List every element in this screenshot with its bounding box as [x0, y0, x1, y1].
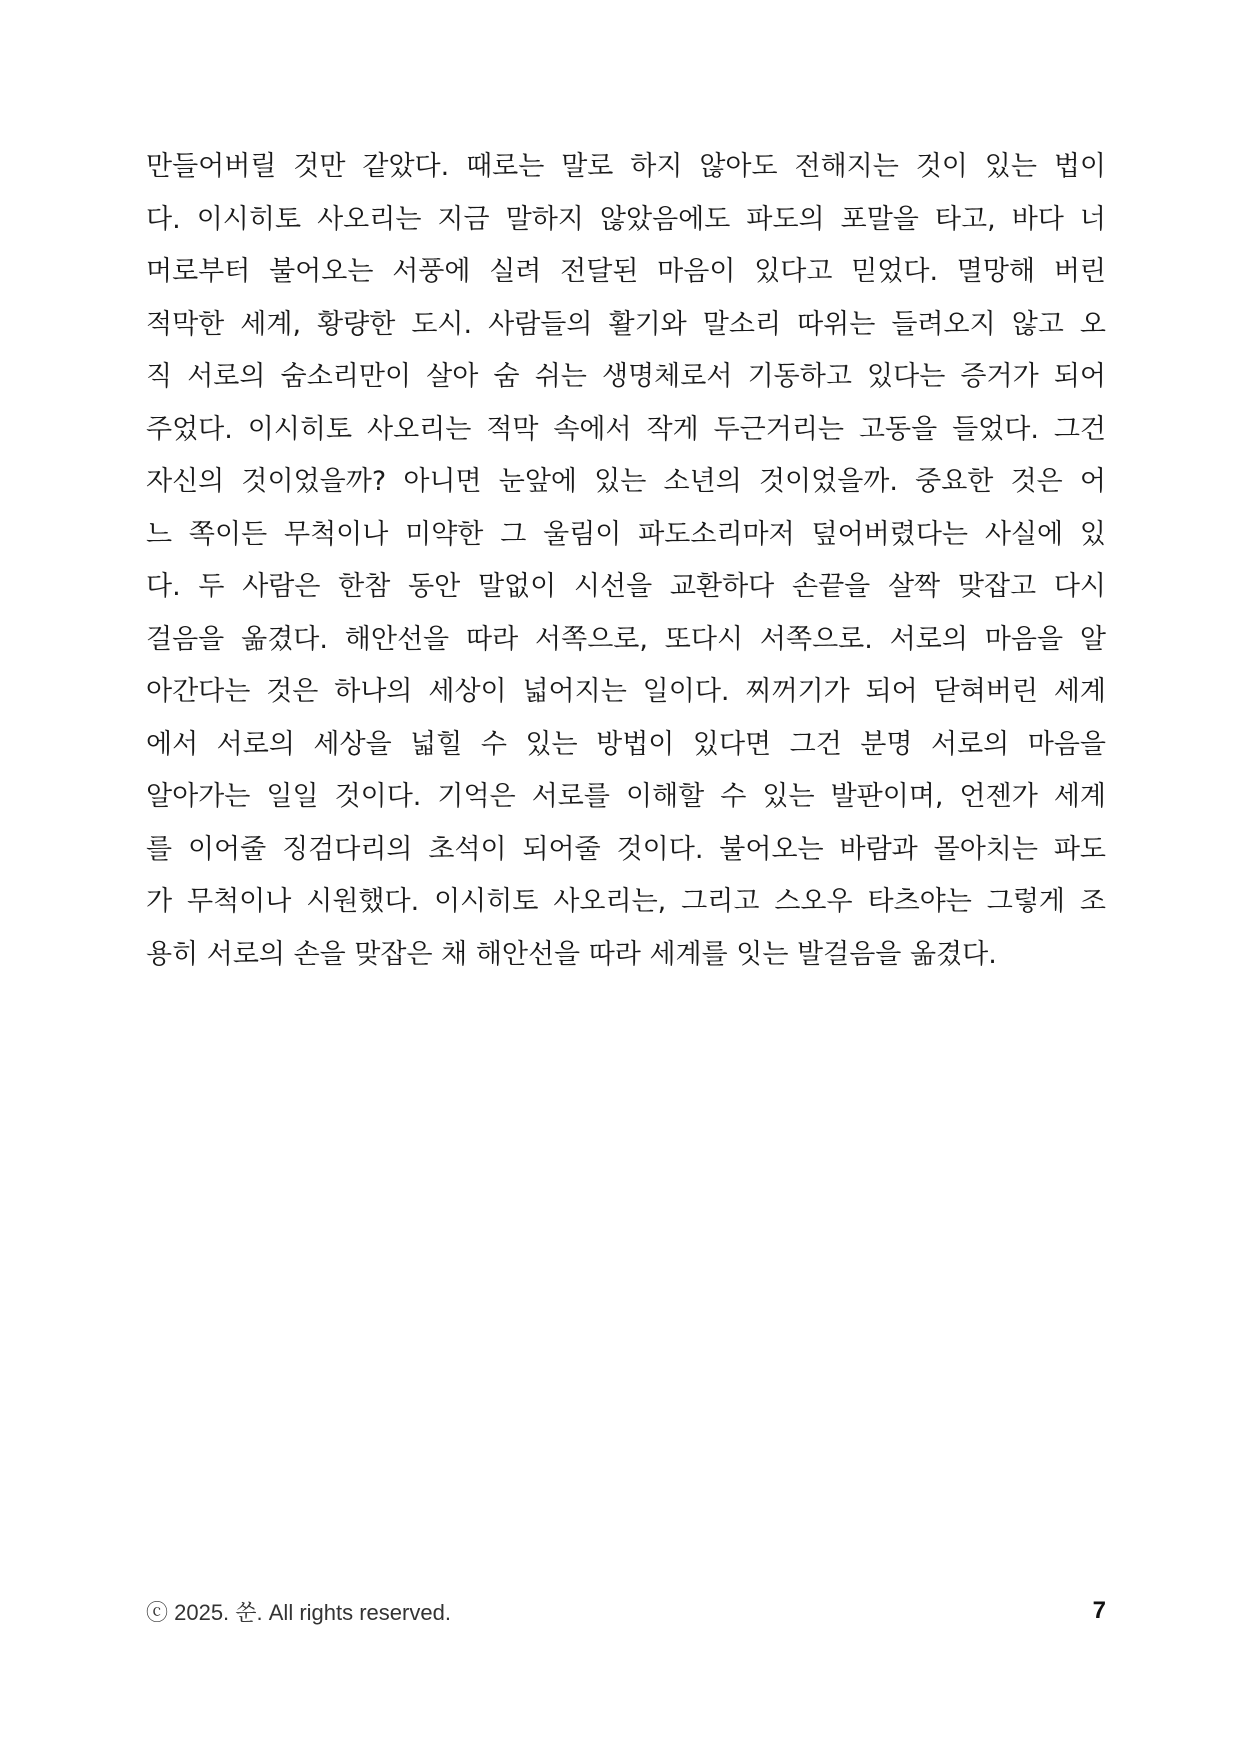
copyright-notice: ⓒ 2025. 쑨. All rights reserved.: [146, 1599, 451, 1625]
text-line: 알아가는 일일 것이다. 기억은 서로를 이해할 수 있는 발판이며, 언젠가 세계: [146, 781, 1106, 812]
text-line: 머로부터 불어오는 서풍에 실려 전달된 마음이 있다고 믿었다. 멸망해 버린: [146, 256, 1106, 287]
text-line: 용히 서로의 손을 맞잡은 채 해안선을 따라 세계를 잇는 발걸음을 옮겼다.: [146, 938, 997, 970]
text-line: 아간다는 것은 하나의 세상이 넓어지는 일이다. 찌꺼기가 되어 닫혀버린 세계: [146, 676, 1106, 707]
text-line: 적막한 세계, 황량한 도시. 사람들의 활기와 말소리 따위는 들려오지 않고 오: [146, 308, 1106, 340]
text-line: 직 서로의 숨소리만이 살아 숨 쉬는 생명체로서 기동하고 있다는 증거가 되어: [146, 361, 1106, 392]
text-line: 다. 두 사람은 한참 동안 말없이 시선을 교환하다 손끝을 살짝 맞잡고 다시: [146, 571, 1106, 602]
text-line: 를 이어줄 징검다리의 초석이 되어줄 것이다. 불어오는 바람과 몰아치는 파도: [146, 833, 1106, 865]
text-line: 느 쪽이든 무척이나 미약한 그 울림이 파도소리마저 덮어버렸다는 사실에 있: [146, 518, 1106, 550]
text-line: 걸음을 옮겼다. 해안선을 따라 서쪽으로, 또다시 서쪽으로. 서로의 마음을 알: [146, 623, 1106, 655]
text-line: 에서 서로의 세상을 넓힐 수 있는 방법이 있다면 그건 분명 서로의 마음을: [146, 728, 1106, 760]
page-number: 7: [1092, 1597, 1106, 1624]
text-line: 가 무척이나 시원했다. 이시히토 사오리는, 그리고 스오우 타츠야는 그렇게 조: [146, 886, 1106, 917]
text-line: 다. 이시히토 사오리는 지금 말하지 않았음에도 파도의 포말을 타고, 바다 너: [146, 203, 1106, 235]
text-line: 만들어버릴 것만 같았다. 때로는 말로 하지 않아도 전해지는 것이 있는 법이: [146, 151, 1106, 182]
text-line: 주었다. 이시히토 사오리는 적막 속에서 작게 두근거리는 고동을 들었다. 그건: [146, 413, 1106, 445]
body-paragraph: [146, 141, 1106, 981]
text-line: 자신의 것이었을까? 아니면 눈앞에 있는 소년의 것이었을까. 중요한 것은 어: [146, 466, 1106, 497]
page-footer: [146, 1594, 1106, 1628]
